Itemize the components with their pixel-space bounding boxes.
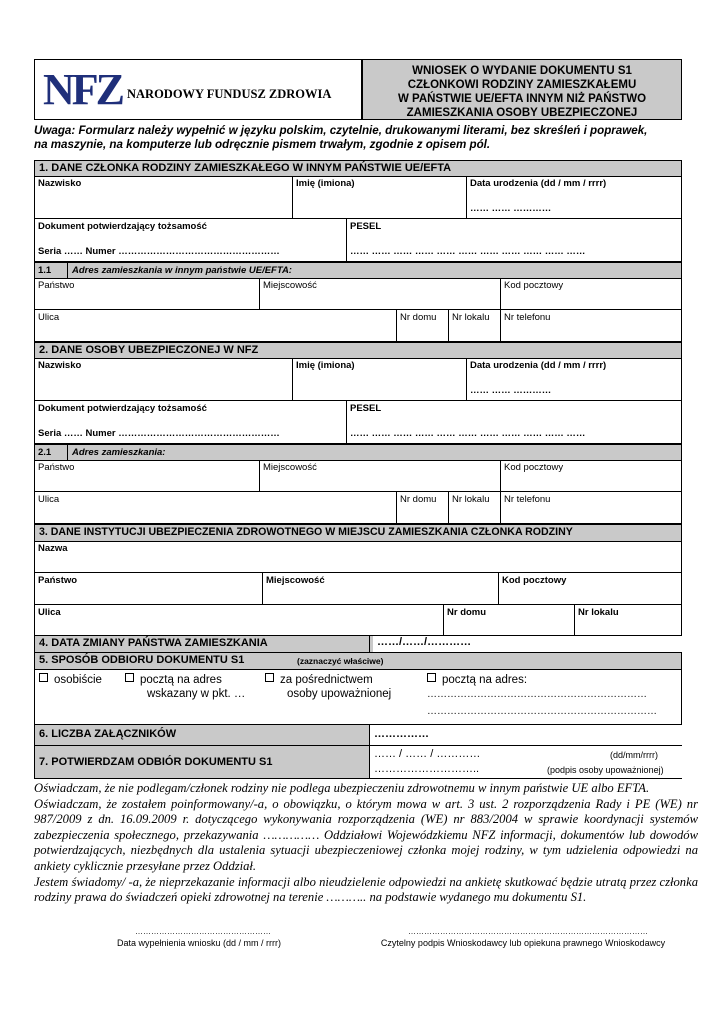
s1-birthdate-field[interactable]: [467, 176, 681, 219]
checkbox-poczta-wskazany[interactable]: [125, 673, 134, 682]
section-2-1-body: [34, 460, 682, 524]
s2-nrtel-label: Nr telefonu: [504, 494, 551, 505]
s2-birthdate-label: Data urodzenia (dd / mm / rrrr): [470, 360, 607, 371]
signature-dots[interactable]: ………………………………………………………………………………: [408, 927, 648, 936]
checkbox-posrednictwem[interactable]: [265, 673, 274, 682]
s3-nrlokalu-field[interactable]: [575, 605, 681, 636]
s1-birthdate-dots: …… …… …………: [470, 203, 552, 214]
checkbox-poczta-adres[interactable]: [427, 673, 436, 682]
instruction-line: Uwaga: Formularz należy wypełnić w języku polskim, czytelnie, drukowanymi literami, bez skreśleń i poprawek,: [34, 124, 648, 137]
instruction-line: na maszynie, na komputerze lub odręcznie pismem trwałym, zgodnie z opisem pól.: [34, 138, 491, 151]
opt-poczta-wskazany-label2: wskazany w pkt. …: [147, 688, 246, 700]
section-5-header: [34, 652, 682, 670]
s1-imie-field[interactable]: [293, 176, 467, 219]
s2-pesel-dots: …… …… …… …… …… …… …… …… …… …… ……: [350, 428, 586, 439]
opt-osobiscie[interactable]: [39, 673, 102, 686]
form-title-line: W PAŃSTWIE UE/EFTA INNYM NIŻ PAŃSTWO: [397, 93, 647, 105]
s2-kod-label: Kod pocztowy: [504, 462, 564, 473]
s2-nrtel-field[interactable]: [501, 492, 681, 524]
s2-nazwisko-field[interactable]: [35, 358, 293, 401]
nfz-logo: NFZ: [43, 65, 122, 114]
address-line-2[interactable]: ……………………………………………………………: [427, 706, 657, 717]
s2-1-title: Adres zamieszkania:: [72, 447, 166, 458]
s3-miejscowosc-field[interactable]: [263, 573, 499, 605]
section-5-title-note: (zaznaczyć właściwe): [297, 656, 384, 666]
instruction-note: [34, 124, 694, 152]
checkbox-osobiscie[interactable]: [39, 673, 48, 682]
s3-panstwo-field[interactable]: [35, 573, 263, 605]
section-2-body: [34, 358, 682, 444]
form-title: [362, 59, 682, 120]
form-title-line: CZŁONKOWI RODZINY ZAMIESZKAŁEMU: [407, 79, 637, 91]
opt-poczta-wskazany[interactable]: [125, 673, 245, 701]
section-7-title: 7. POTWIERDZAM ODBIÓR DOKUMENTU S1: [39, 756, 273, 768]
signature-label: Czytelny podpis Wnioskodawcy lub opiekuna prawnego Wnioskodawcy: [380, 938, 666, 948]
s1-birthdate-label: Data urodzenia (dd / mm / rrrr): [470, 178, 607, 189]
s1-imie-label: Imię (imiona): [296, 178, 355, 189]
s2-kod-field[interactable]: [501, 460, 681, 492]
receipt-date-dots[interactable]: …… / …… / …………: [374, 748, 481, 760]
receipt-sign-dots[interactable]: ………………………..: [374, 763, 480, 775]
form-title-line: ZAMIESZKANIA OSOBY UBEZPIECZONEJ: [406, 107, 638, 119]
section-3-body: [34, 541, 682, 636]
section-5-body: [34, 669, 682, 725]
section-5-title: 5. SPOSÓB ODBIORU DOKUMENTU S1: [39, 654, 245, 666]
s1-kod-label: Kod pocztowy: [504, 280, 564, 291]
section-6-row: [34, 724, 682, 746]
receipt-date-format: (dd/mm/rrrr): [610, 750, 658, 760]
s3-ulica-field[interactable]: [35, 605, 444, 636]
section-4-divider: [369, 636, 370, 652]
s1-panstwo-label: Państwo: [38, 280, 75, 291]
s1-nazwisko-field[interactable]: [35, 176, 293, 219]
s3-kod-label: Kod pocztowy: [502, 575, 567, 586]
s1-kod-field[interactable]: [501, 278, 681, 310]
s3-panstwo-label: Państwo: [38, 575, 78, 586]
s1-nazwisko-label: Nazwisko: [38, 178, 82, 189]
s1-miejscowosc-label: Miejscowość: [263, 280, 317, 291]
opt-posrednictwem[interactable]: [265, 673, 391, 701]
declaration-paragraph-3: Jestem świadomy/ -a, że nieprzekazanie informacji albo nieudzielenie odpowiedzi na ankietę skutkować będzie utratą przez członka rodziny prawa do świadczeń opieki zdrowotnej na terenie ……….. na podstawie wydanego mu dokumentu S1.: [34, 874, 698, 905]
s3-nrdomu-field[interactable]: [444, 605, 575, 636]
section-7-row: [34, 745, 682, 779]
s1-pesel-label: PESEL: [350, 221, 382, 232]
receipt-field[interactable]: [369, 746, 682, 778]
s2-miejscowosc-label: Miejscowość: [263, 462, 317, 473]
s1-nrdomu-field[interactable]: [397, 310, 449, 342]
s1-document-field[interactable]: [35, 219, 347, 262]
s1-seria-numer: Seria …… Numer ……………………………………………: [38, 246, 280, 257]
opt-poczta-adres-label: pocztą na adres:: [442, 674, 528, 686]
s1-1-number: 1.1: [38, 265, 52, 276]
opt-posrednictwem-label1: za pośrednictwem: [280, 674, 373, 686]
section-1-body: [34, 176, 682, 262]
s3-nrdomu-label: Nr domu: [447, 607, 487, 618]
s1-pesel-field[interactable]: [347, 219, 681, 262]
s1-nrtel-label: Nr telefonu: [504, 312, 551, 323]
s1-pesel-dots: …… …… …… …… …… …… …… …… …… …… ……: [350, 246, 586, 257]
section-2-1-header: [34, 444, 682, 461]
section-1-header: 1. DANE CZŁONKA RODZINY ZAMIESZKAŁEGO W INNYM PAŃSTWIE UE/EFTA: [34, 160, 682, 177]
s2-ulica-field[interactable]: [35, 492, 397, 524]
s3-nazwa-field[interactable]: [35, 541, 681, 573]
s2-nrdomu-label: Nr domu: [400, 494, 437, 505]
s3-nazwa-label: Nazwa: [38, 543, 68, 554]
opt-osobiscie-label: osobiście: [54, 674, 102, 686]
s2-document-label: Dokument potwierdzający tożsamość: [38, 403, 207, 414]
opt-posrednictwem-label2: osoby upoważnionej: [287, 688, 392, 700]
attachments-count-field[interactable]: ……………: [369, 725, 686, 745]
s1-panstwo-field[interactable]: [35, 278, 260, 310]
s1-ulica-field[interactable]: [35, 310, 397, 342]
s2-miejscowosc-field[interactable]: [260, 460, 501, 492]
org-name: NARODOWY FUNDUSZ ZDROWIA: [127, 87, 332, 101]
s2-imie-field[interactable]: [293, 358, 467, 401]
address-line-1[interactable]: …………………………………………………………: [427, 689, 647, 700]
section-6-title: 6. LICZBA ZAŁĄCZNIKÓW: [39, 728, 177, 740]
section-4-row: [34, 635, 682, 653]
declaration: [34, 781, 698, 906]
s1-nrdomu-label: Nr domu: [400, 312, 437, 323]
s1-nrtel-field[interactable]: [501, 310, 681, 342]
change-date-field[interactable]: ……/……/…………: [373, 636, 685, 652]
s1-1-title: Adres zamieszkania w innym państwie UE/EFTA:: [72, 265, 292, 276]
fill-date-dots[interactable]: ……………………………………………: [135, 927, 271, 936]
s3-ulica-label: Ulica: [38, 607, 61, 618]
s2-imie-label: Imię (imiona): [296, 360, 355, 371]
header-logo-box: [34, 59, 362, 120]
s2-panstwo-label: Państwo: [38, 462, 75, 473]
s2-document-field[interactable]: [35, 401, 347, 444]
s2-birthdate-field[interactable]: [467, 358, 681, 401]
section-1-1-header: [34, 262, 682, 279]
section-4-title: 4. DATA ZMIANY PAŃSTWA ZAMIESZKANIA: [39, 637, 268, 649]
s2-1-separator: [67, 445, 68, 460]
s1-ulica-label: Ulica: [38, 312, 60, 323]
s2-pesel-field[interactable]: [347, 401, 681, 444]
section-2-header: 2. DANE OSOBY UBEZPIECZONEJ W NFZ: [34, 342, 682, 359]
declaration-paragraph-2: Oświadczam, że zostałem poinformowany/-a, o obowiązku, o którym mowa w art. 3 ust. 2 rozporządzenia Rady i PE (WE) nr 987/2009 z dn. 16.09.2009 r. dotyczącego wykonywania rozporządzenia (WE) nr 883/2004 w sprawie koordynacji systemów zabezpieczenia społecznego, przekazywania …………… Oddziałowi Wojewódzkiemu NFZ informacji, dokumentów lub dowodów potwierdzających, niezbędnych dla ustalenia sytuacji ubezpieczeniowej członka mojej rodziny, w tym udzielenia odpowiedzi na ankiety cyklicznie przesyłane przez Oddział.: [34, 796, 698, 873]
s1-nrlokalu-label: Nr lokalu: [452, 312, 490, 323]
s2-ulica-label: Ulica: [38, 494, 60, 505]
declaration-paragraph-1: Oświadczam, że nie podlegam/członek rodziny nie podlega ubezpieczeniu zdrowotnemu w innym państwie UE albo EFTA.: [34, 781, 650, 795]
opt-poczta-adres[interactable]: [427, 673, 527, 687]
s1-nrlokalu-field[interactable]: [449, 310, 501, 342]
fill-date-label: Data wypełnienia wniosku (dd / mm / rrrr): [116, 938, 282, 948]
opt-poczta-wskazany-label1: pocztą na adres: [140, 674, 222, 686]
s3-nrlokalu-label: Nr lokalu: [578, 607, 619, 618]
receipt-sign-note: (podpis osoby upoważnionej): [547, 765, 664, 775]
s3-kod-field[interactable]: [499, 573, 681, 605]
s2-seria-numer: Seria …… Numer ……………………………………………: [38, 428, 280, 439]
form-title-line: WNIOSEK O WYDANIE DOKUMENTU S1: [412, 65, 632, 77]
s2-panstwo-field[interactable]: [35, 460, 260, 492]
s2-nrlokalu-field[interactable]: [449, 492, 501, 524]
s1-miejscowosc-field[interactable]: [260, 278, 501, 310]
section-1-1-body: [34, 278, 682, 342]
s2-nrdomu-field[interactable]: [397, 492, 449, 524]
s2-pesel-label: PESEL: [350, 403, 382, 414]
s2-1-number: 2.1: [38, 447, 52, 458]
section-3-header: 3. DANE INSTYTUCJI UBEZPIECZENIA ZDROWOTNEGO W MIEJSCU ZAMIESZKANIA CZŁONKA RODZINY: [34, 524, 682, 542]
s2-birthdate-dots: …… …… …………: [470, 385, 552, 396]
s2-nrlokalu-label: Nr lokalu: [452, 494, 490, 505]
s1-document-label: Dokument potwierdzający tożsamość: [38, 221, 207, 232]
s1-1-separator: [67, 263, 68, 278]
s2-nazwisko-label: Nazwisko: [38, 360, 82, 371]
s3-miejscowosc-label: Miejscowość: [266, 575, 325, 586]
